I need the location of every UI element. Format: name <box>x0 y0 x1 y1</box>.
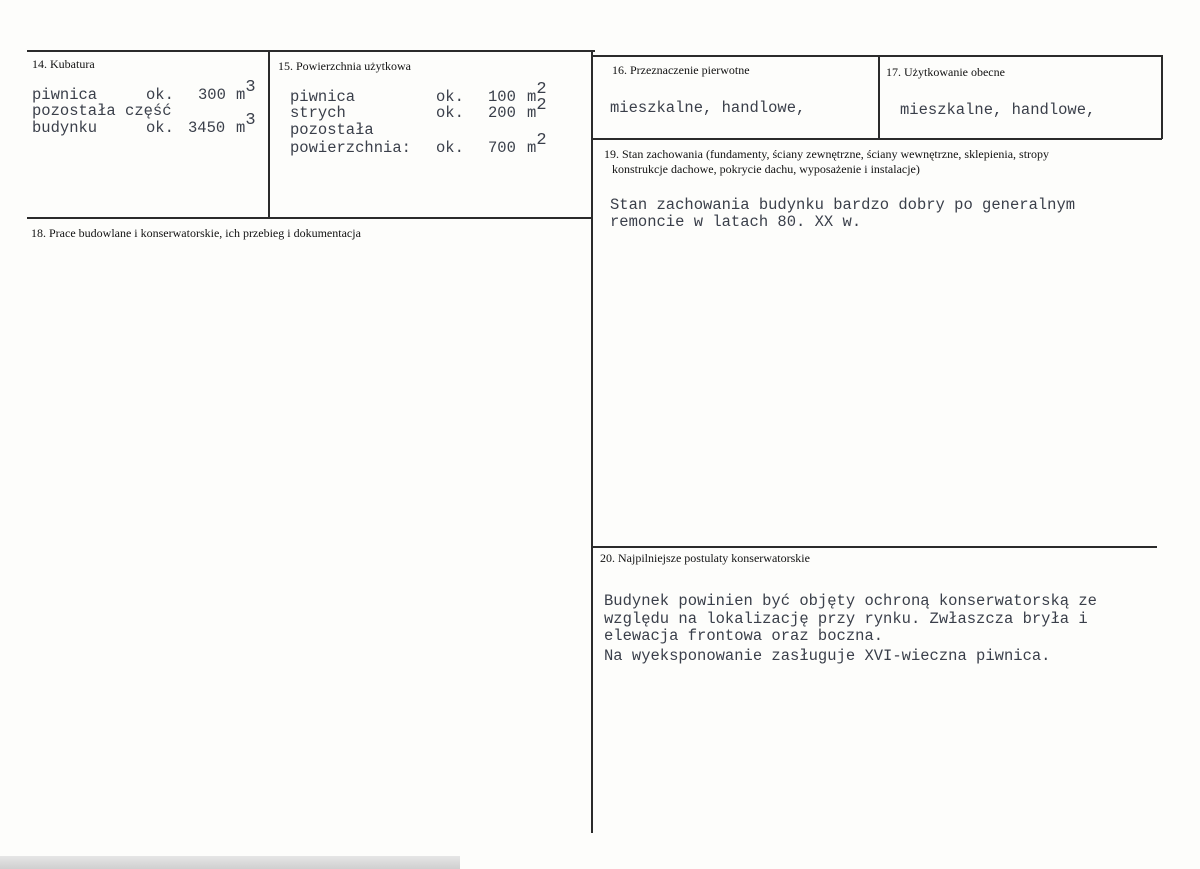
center-divider <box>591 50 593 833</box>
kubatura-pozostala-name: pozostała część <box>32 102 172 120</box>
stan-zachowania-label-1: 19. Stan zachowania (fundamenty, ściany zewnętrzne, ściany wewnętrzne, sklepienia, stropy <box>604 147 1050 161</box>
powierzchnia-strych-ok: ok. <box>436 104 464 122</box>
prace-budowlane-label: 18. Prace budowlane i konserwatorskie, ich przebieg i dokumentacja <box>31 226 361 240</box>
powierzchnia-total-unit: m2 <box>527 131 547 157</box>
przeznaczenie-value: mieszkalne, handlowe, <box>610 99 806 117</box>
uzytkowanie-value: mieszkalne, handlowe, <box>900 101 1096 119</box>
postulaty-text-3: elewacja frontowa oraz boczna. <box>604 627 884 645</box>
powierzchnia-piwnica-unit: m2 <box>527 80 547 106</box>
powierzchnia-total-value: 700 <box>488 139 516 157</box>
kubatura-budynku-ok: ok. <box>146 119 174 137</box>
powierzchnia-piwnica-value: 100 <box>488 88 516 106</box>
powierzchnia-total-ok: ok. <box>436 139 464 157</box>
kubatura-budynku-unit: m3 <box>236 111 256 137</box>
kubatura-label: 14. Kubatura <box>32 57 95 71</box>
powierzchnia-strych-name: strych <box>290 104 346 122</box>
powierzchnia-piwnica-name: piwnica <box>290 88 356 106</box>
powierzchnia-pozostala-name: pozostała <box>290 121 374 139</box>
powierzchnia-total-name: powierzchnia: <box>290 139 411 157</box>
rule-above-20 <box>592 546 1157 548</box>
kubatura-piwnica-unit: m3 <box>236 78 256 104</box>
stan-zachowania-label-2: konstrukcje dachowe, pokrycie dachu, wyposażenie i instalacje) <box>612 162 920 176</box>
uzytkowanie-label: 17. Użytkowanie obecne <box>886 65 1005 79</box>
postulaty-text-4: Na wyeksponowanie zasługuje XVI-wieczna piwnica. <box>604 647 1051 665</box>
kubatura-piwnica-name: piwnica <box>32 86 98 104</box>
stan-zachowania-text-2: remoncie w latach 80. XX w. <box>610 213 862 231</box>
kubatura-piwnica-ok: ok. <box>146 86 174 104</box>
stan-zachowania-text-1: Stan zachowania budynku bardzo dobry po generalnym <box>610 196 1076 214</box>
kubatura-piwnica-value: 300 <box>198 86 226 104</box>
powierzchnia-strych-unit: m2 <box>527 96 547 122</box>
kubatura-budynku-name: budynku <box>32 119 98 137</box>
top-rule-right <box>592 55 1162 57</box>
kubatura-budynku-value: 3450 <box>188 119 226 137</box>
postulaty-label: 20. Najpilniejsze postulaty konserwatorskie <box>600 551 810 565</box>
postulaty-text-1: Budynek powinien być objęty ochroną konserwatorską ze <box>604 592 1097 610</box>
divider-14-15 <box>268 50 270 218</box>
scan-bottom-edge <box>0 856 460 869</box>
divider-16-17 <box>878 55 880 139</box>
right-edge <box>1161 55 1163 139</box>
rule-under-16-17 <box>592 138 1162 140</box>
przeznaczenie-label: 16. Przeznaczenie pierwotne <box>612 63 750 77</box>
top-rule-left <box>27 50 595 52</box>
powierzchnia-strych-value: 200 <box>488 104 516 122</box>
rule-under-14-15 <box>27 217 593 219</box>
powierzchnia-piwnica-ok: ok. <box>436 88 464 106</box>
postulaty-text-2: względu na lokalizację przy rynku. Zwłaszcza bryła i <box>604 610 1088 628</box>
powierzchnia-label: 15. Powierzchnia użytkowa <box>278 59 411 73</box>
